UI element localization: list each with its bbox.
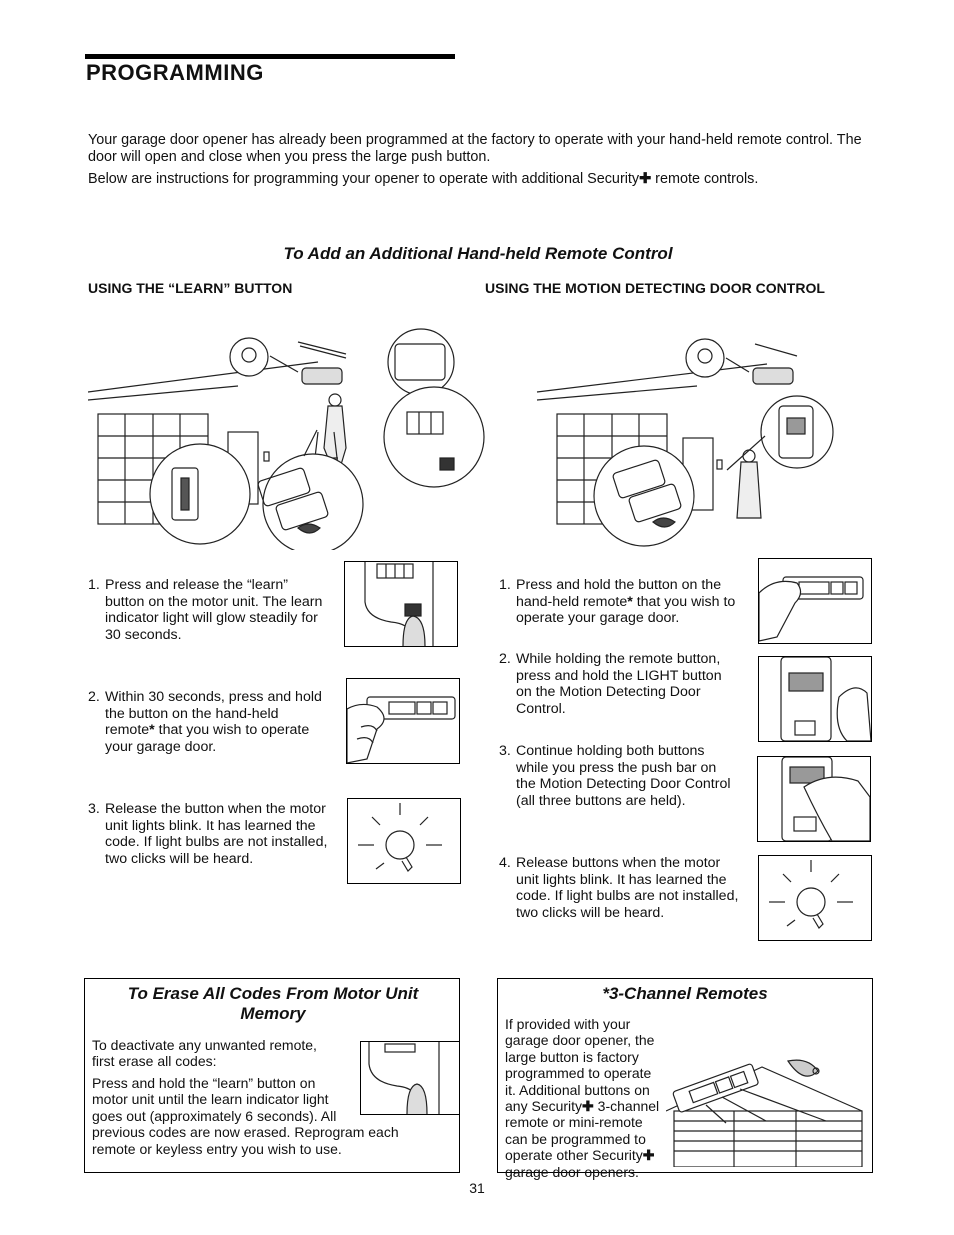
step-text-part: that you wish to operate your garage door. bbox=[516, 593, 736, 626]
channel-text-part: garage door openers. bbox=[505, 1163, 639, 1180]
page-number: 31 bbox=[469, 1180, 485, 1196]
three-channel-box bbox=[497, 978, 873, 1180]
step-number: 3. bbox=[88, 801, 100, 817]
remote-hold-illustration bbox=[346, 678, 460, 764]
motion-step-3 bbox=[499, 743, 739, 809]
step-number: 2. bbox=[499, 651, 511, 667]
step-text: Press and release the “learn” button on the motor unit. The learn indicator light will glow steadily for 30 seconds. bbox=[105, 577, 323, 643]
step-text-part: that you wish to operate your garage door. bbox=[105, 722, 310, 755]
intro-paragraph-1: Your garage door opener has already been programmed at the factory to operate with your hand-held remote control. The door will open and close when you press the large push button. bbox=[88, 132, 862, 165]
footnote-star: * bbox=[627, 593, 633, 610]
motion-step-1 bbox=[499, 577, 739, 627]
step-number: 3. bbox=[499, 743, 511, 759]
security-plus-icon: ✚ bbox=[639, 171, 652, 187]
erase-box-title: To Erase All Codes From Motor Unit Memory bbox=[127, 984, 419, 1023]
intro-p2-tail: remote controls. bbox=[651, 171, 759, 187]
intro-paragraph-2 bbox=[88, 171, 868, 188]
security-plus-icon: ✚ bbox=[642, 1147, 655, 1164]
step-number: 1. bbox=[499, 577, 511, 593]
push-bar-illustration bbox=[757, 756, 871, 842]
motion-blinking-bulb-illustration bbox=[758, 855, 872, 941]
step-text bbox=[499, 577, 739, 627]
security-plus-icon: ✚ bbox=[582, 1098, 594, 1115]
channel-box-title: *3-Channel Remotes bbox=[602, 984, 768, 1003]
motion-garage-illustration bbox=[497, 328, 872, 550]
erase-box-p2-text: Press and hold the “learn” button on motor unit until the learn indicator light goes out (approximately 6 seconds). All previous codes are now erased. Reprogram each remote or keyless entry you wish to use. bbox=[92, 1075, 399, 1157]
erase-learn-button-illustration bbox=[360, 1041, 460, 1115]
footnote-star: * bbox=[149, 722, 155, 738]
step-number: 4. bbox=[499, 855, 511, 871]
motion-step-2 bbox=[499, 651, 739, 717]
intro-text bbox=[88, 132, 868, 193]
channel-text-part: 3-channel remote or mini-remote can be programmed to operate other Security bbox=[505, 1098, 660, 1164]
step-number: 2. bbox=[88, 689, 100, 705]
learn-step-3 bbox=[88, 801, 328, 867]
learn-step-2 bbox=[88, 689, 328, 755]
step-number: 1. bbox=[88, 577, 100, 593]
channel-remote-illustration bbox=[666, 1059, 866, 1167]
step-text-part: Press and hold the button on the hand-held remote bbox=[516, 577, 722, 610]
light-button-illustration bbox=[758, 656, 872, 742]
blinking-bulb-illustration bbox=[347, 798, 461, 884]
intro-p2-text: Below are instructions for programming your opener to operate with additional Security bbox=[88, 171, 640, 187]
step-text: Release buttons when the motor unit lights blink. It has learned the code. If light bulbs are not installed, two clicks will be heard. bbox=[516, 855, 739, 921]
step-text: While holding the remote button, press and hold the LIGHT button on the Motion Detecting Door Control. bbox=[516, 651, 722, 717]
header-rule bbox=[85, 54, 455, 59]
learn-column-heading: USING THE “LEARN” BUTTON bbox=[88, 280, 293, 296]
motion-column-heading: USING THE MOTION DETECTING DOOR CONTROL bbox=[485, 280, 825, 296]
section-title: To Add an Additional Hand-held Remote Control bbox=[283, 244, 673, 263]
motion-step-4 bbox=[499, 855, 739, 921]
step-text bbox=[88, 689, 328, 755]
learn-button-illustration bbox=[344, 561, 458, 647]
channel-text-part: If provided with your garage door opener, the large button is factory programmed to operate it. Additional buttons on any Security bbox=[505, 1016, 655, 1115]
erase-box-p1: To deactivate any unwanted remote, first erase all codes: bbox=[92, 1037, 317, 1070]
page-title: PROGRAMMING bbox=[86, 60, 264, 85]
motion-remote-illustration bbox=[758, 558, 872, 644]
step-text: Continue holding both buttons while you press the push bar on the Motion Detecting Door Control (all three buttons are held). bbox=[516, 743, 731, 809]
learn-garage-illustration bbox=[88, 328, 493, 550]
learn-step-1 bbox=[88, 577, 328, 643]
erase-codes-box bbox=[84, 978, 460, 1173]
step-text: Release the button when the motor unit lights blink. It has learned the code. If light bulbs are not installed, two clicks will be heard. bbox=[105, 801, 328, 867]
step-text-part: Within 30 seconds, press and hold the button on the hand-held remote bbox=[105, 689, 322, 738]
